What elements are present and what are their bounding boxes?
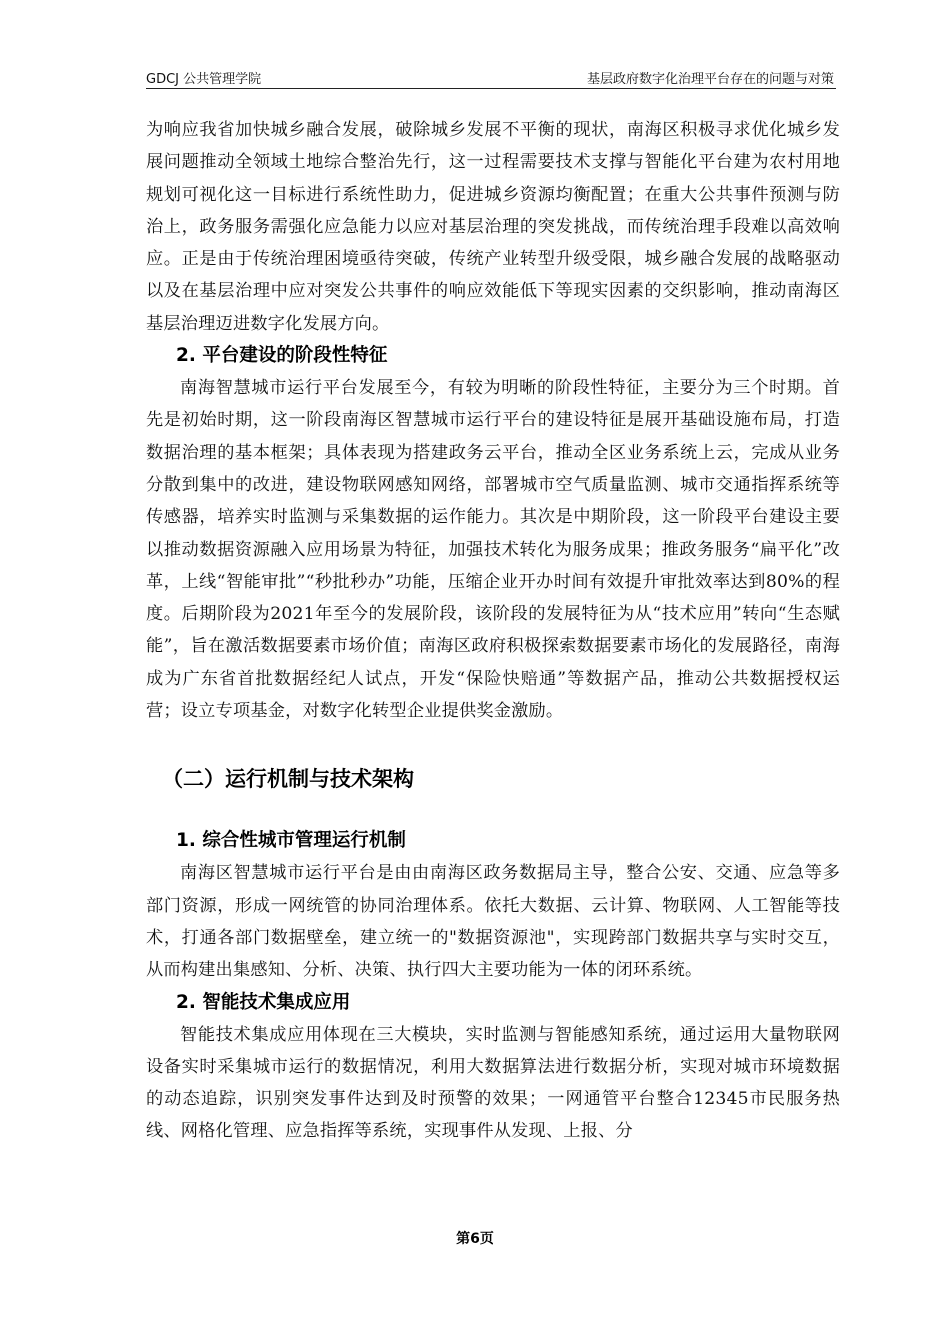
header-title: 基层政府数字化治理平台存在的问题与对策 <box>586 72 834 87</box>
heading-stage-features: 2. 平台建设的阶段性特征 <box>176 345 388 367</box>
heading-smart-tech: 2. 智能技术集成应用 <box>176 991 351 1013</box>
paragraph-smart-tech: 智能技术集成应用体现在三大模块，实时监测与智能感知系统，通过运用大量物联网设备实时采集城市运行的数据情况，利用大数据算法进行数据分析，实现对城市环境数据的动态追踪，识别突发事件达到及时预警的效果；一网通管平台整合12345市民服务热线、网格化管理、应急指挥等系统，实现事件从发现、上报、分 <box>146 1024 840 1142</box>
paragraph-stages: 南海智慧城市运行平台发展至今，有较为明晰的阶段性特征，主要分为三个时期。首先是初始时期，这一阶段南海区智慧城市运行平台的建设特征是展开基础设施布局，打造数据治理的基本框架；具体表现为搭建政务云平台，推动全区业务系统上云，完成从业务分散到集中的改进，建设物联网感知网络，部署城市空气质量监测、城市交通指挥系统等传感器，培养实时监测与采集数据的运作能力。其次是中期阶段，这一阶段平台建设主要以推动数据资源融入应用场景为特征，加强技术转化为服务成果；推政务服务“扁平化”改革，上线“智能审批”“秒批秒办”功能，压缩企业开办时间有效提升审批效率达到80%的程度。后期阶段为2021年至今的发展阶段，该阶段的发展特征为从“技术应用”转向“生态赋能”，旨在激活数据要素市场价值；南海区政府积极探索数据要素市场化的发展路径，南海成为广东省首批数据经纪人试点，开发“保险快赔通”等数据产品，推动公共数据授权运营；设立专项基金，对数字化转型企业提供奖金激励。 <box>146 378 840 722</box>
header-institution: GDCJ 公共管理学院 <box>146 72 262 87</box>
paragraph-mechanism: 南海区智慧城市运行平台是由由南海区政务数据局主导，整合公安、交通、应急等多部门资源，形成一网统管的协同治理体系。依托大数据、云计算、物联网、人工智能等技术，打通各部门数据壁垒，建立统一的"数据资源池"，实现跨部门数据共享与实时交互，从而构建出集感知、分析、决策、执行四大主要功能为一体的闭环系统。 <box>146 863 840 981</box>
document-body <box>146 114 840 1148</box>
heading-urban-management: 1. 综合性城市管理运行机制 <box>176 830 406 852</box>
page-number: 第6页 <box>456 1231 494 1247</box>
page-header <box>146 66 836 89</box>
paragraph-background: 为响应我省加快城乡融合发展，破除城乡发展不平衡的现状，南海区积极寻求优化城乡发展问题推动全领域土地综合整治先行，这一过程需要技术支撑与智能化平台建为农村用地规划可视化这一目标进行系统性助力，促进城乡资源均衡配置；在重大公共事件预测与防治上，政务服务需强化应急能力以应对基层治理的突发挑战，而传统治理手段难以高效响应。正是由于传统治理困境亟待突破，传统产业转型升级受限，城乡融合发展的战略驱动以及在基层治理中应对突发公共事件的响应效能低下等现实因素的交织影响，推动南海区基层治理迈进数字化发展方向。 <box>146 120 840 334</box>
section-heading-mechanism: （二）运行机制与技术架构 <box>162 767 414 792</box>
